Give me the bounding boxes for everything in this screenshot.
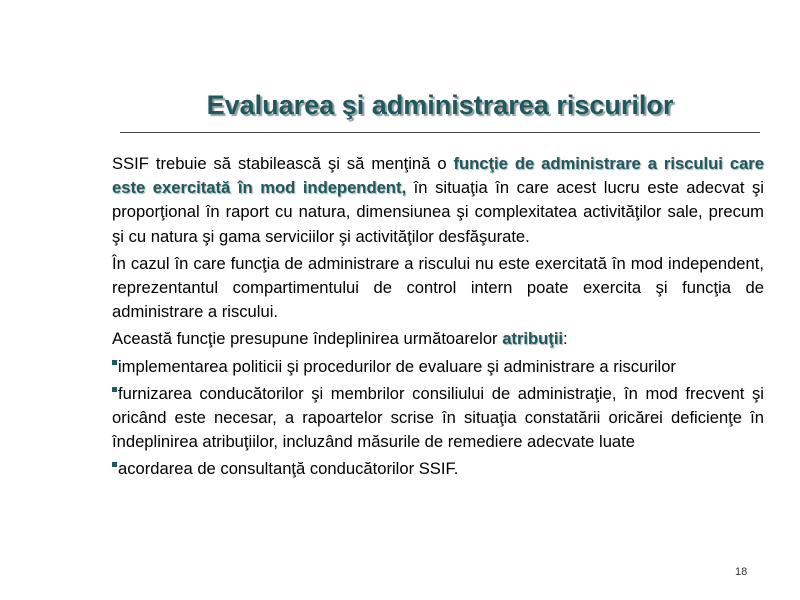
paragraph-attributions-intro [112,327,764,351]
paragraph-text: : [563,329,568,349]
square-bullet-icon [112,360,117,365]
slide-title: Evaluarea şi administrarea riscurilor [206,90,674,120]
bullet-text: implementarea politicii şi procedurilor de evaluare şi administrare a riscurilor [118,356,676,376]
paragraph-text: SSIF trebuie să stabilească şi să menţină o [112,154,454,173]
title-divider [120,132,760,133]
bullet-item [112,355,764,379]
page-number: 18 [735,566,748,578]
paragraph-text: Această funcţie presupune îndeplinirea următoarelor [112,329,503,349]
bullet-item [112,382,764,455]
slide-body [112,152,764,485]
paragraph-ssif-obligation [112,152,764,249]
paragraph-text: în situaţia în care acest lucru este adecvat şi proporţional în raport cu natura, dimensiunea şi complexitatea activităţilor sale, precum şi cu natura şi gama serviciilor şi activităţilor desfăşurate. [112,178,764,246]
paragraph-internal-control: În cazul în care funcţia de administrare a riscului nu este exercitată în mod independent, reprezentantul compartimentului de control intern poate exercita şi funcţia de administrare a riscului. [112,253,764,322]
square-bullet-icon [112,387,117,392]
square-bullet-icon [112,462,117,467]
highlight-attributions: atribuţii [502,329,564,349]
bullet-item [112,457,764,481]
bullet-text: acordarea de consultanţă conducătorilor SSIF. [118,459,459,479]
highlight-risk-function: funcţie de administrare a riscului care este exercitată în mod independent, [112,154,764,198]
bullet-text: furnizarea conducătorilor şi membrilor consiliului de administraţie, în mod frecvent şi oricând este necesar, a rapoartelor scrise în situaţia constatării oricărei deficienţe în îndeplinirea atribuţiilor, incluzând măsurile de remediere adecvate luate [112,383,764,452]
